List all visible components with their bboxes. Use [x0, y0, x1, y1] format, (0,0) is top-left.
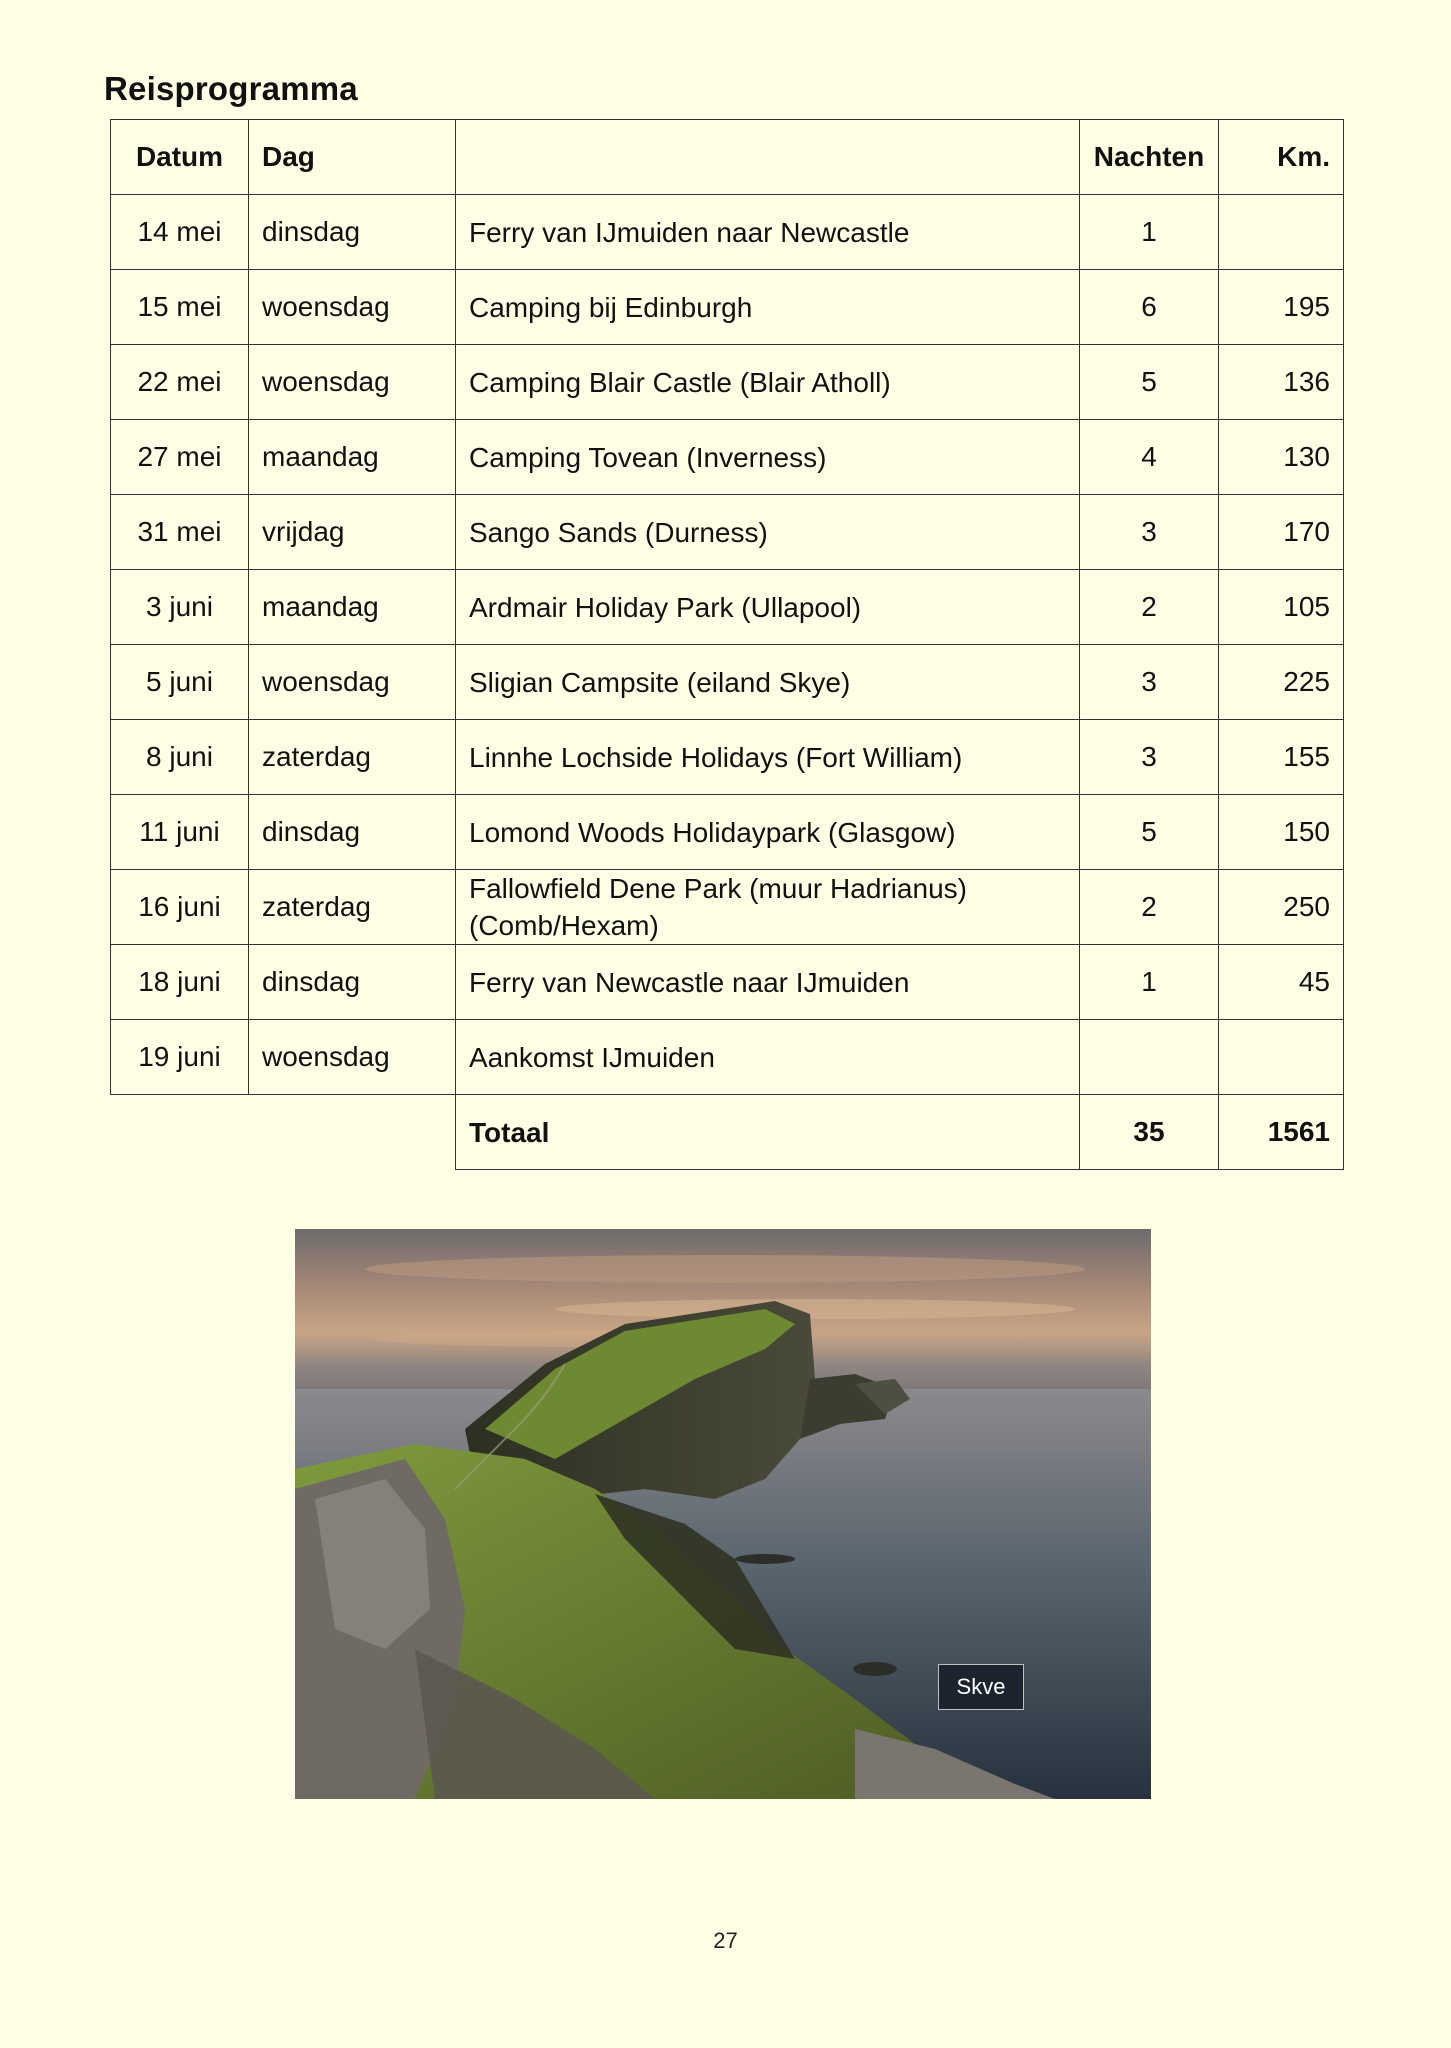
table-header-row	[111, 120, 1344, 195]
cell-km: 195	[1219, 270, 1344, 345]
cell-omschrijving: Lomond Woods Holidaypark (Glasgow)	[456, 795, 1080, 870]
column-header-omschrijving	[456, 120, 1080, 195]
cell-dag: dinsdag	[249, 795, 456, 870]
cell-km: 105	[1219, 570, 1344, 645]
cell-dag: dinsdag	[249, 195, 456, 270]
cell-datum: 16 juni	[111, 870, 249, 945]
cell-dag: dinsdag	[249, 945, 456, 1020]
cell-omschrijving: Sligian Campsite (eiland Skye)	[456, 645, 1080, 720]
column-header-dag: Dag	[249, 120, 456, 195]
cell-dag: maandag	[249, 420, 456, 495]
cell-omschrijving: Camping Blair Castle (Blair Atholl)	[456, 345, 1080, 420]
table-row	[111, 870, 1344, 945]
column-header-km: Km.	[1219, 120, 1344, 195]
cell-nachten: 5	[1080, 345, 1219, 420]
cell-datum: 5 juni	[111, 645, 249, 720]
cell-km: 250	[1219, 870, 1344, 945]
cell-omschrijving: Sango Sands (Durness)	[456, 495, 1080, 570]
cell-km: 225	[1219, 645, 1344, 720]
cell-omschrijving: Ferry van IJmuiden naar Newcastle	[456, 195, 1080, 270]
cell-km	[1219, 1020, 1344, 1095]
table-row	[111, 270, 1344, 345]
table-row	[111, 720, 1344, 795]
cell-datum: 15 mei	[111, 270, 249, 345]
landscape-illustration	[295, 1229, 1151, 1799]
total-row-spacer	[111, 1095, 456, 1170]
table-row	[111, 645, 1344, 720]
column-header-nachten: Nachten	[1080, 120, 1219, 195]
cell-km: 130	[1219, 420, 1344, 495]
cell-nachten: 3	[1080, 645, 1219, 720]
cell-datum: 8 juni	[111, 720, 249, 795]
cell-km	[1219, 195, 1344, 270]
cell-km: 155	[1219, 720, 1344, 795]
cell-dag: maandag	[249, 570, 456, 645]
cell-dag: woensdag	[249, 1020, 456, 1095]
total-label: Totaal	[456, 1095, 1080, 1170]
cell-nachten: 1	[1080, 195, 1219, 270]
cell-datum: 19 juni	[111, 1020, 249, 1095]
cell-nachten: 2	[1080, 870, 1219, 945]
cell-dag: woensdag	[249, 270, 456, 345]
cell-dag: woensdag	[249, 645, 456, 720]
column-header-datum: Datum	[111, 120, 249, 195]
cell-omschrijving: Ferry van Newcastle naar IJmuiden	[456, 945, 1080, 1020]
table-row	[111, 420, 1344, 495]
cell-dag: vrijdag	[249, 495, 456, 570]
cell-datum: 3 juni	[111, 570, 249, 645]
cell-omschrijving: Fallowfield Dene Park (muur Hadrianus) (Comb/Hexam)	[456, 870, 1080, 945]
cell-nachten	[1080, 1020, 1219, 1095]
table-row	[111, 1020, 1344, 1095]
cell-datum: 18 juni	[111, 945, 249, 1020]
cell-dag: zaterdag	[249, 720, 456, 795]
cell-omschrijving: Linnhe Lochside Holidays (Fort William)	[456, 720, 1080, 795]
cell-datum: 22 mei	[111, 345, 249, 420]
travel-schedule-table	[110, 119, 1344, 1170]
total-row	[111, 1095, 1344, 1170]
cell-km: 150	[1219, 795, 1344, 870]
cell-datum: 11 juni	[111, 795, 249, 870]
cell-omschrijving: Aankomst IJmuiden	[456, 1020, 1080, 1095]
cell-dag: woensdag	[249, 345, 456, 420]
cell-km: 170	[1219, 495, 1344, 570]
cell-km: 45	[1219, 945, 1344, 1020]
cell-nachten: 1	[1080, 945, 1219, 1020]
cell-km: 136	[1219, 345, 1344, 420]
cell-omschrijving: Camping Tovean (Inverness)	[456, 420, 1080, 495]
cell-datum: 27 mei	[111, 420, 249, 495]
cell-nachten: 2	[1080, 570, 1219, 645]
total-nachten: 35	[1080, 1095, 1219, 1170]
cell-omschrijving: Ardmair Holiday Park (Ullapool)	[456, 570, 1080, 645]
table-row	[111, 195, 1344, 270]
cell-datum: 31 mei	[111, 495, 249, 570]
total-km: 1561	[1219, 1095, 1344, 1170]
cell-nachten: 3	[1080, 495, 1219, 570]
table-row	[111, 795, 1344, 870]
table-row	[111, 945, 1344, 1020]
skye-landscape-photo	[295, 1229, 1151, 1799]
page-title: Reisprogramma	[104, 70, 358, 107]
cell-datum: 14 mei	[111, 195, 249, 270]
table-row	[111, 495, 1344, 570]
table-row	[111, 345, 1344, 420]
cell-nachten: 4	[1080, 420, 1219, 495]
cell-dag: zaterdag	[249, 870, 456, 945]
table-row	[111, 570, 1344, 645]
cell-nachten: 3	[1080, 720, 1219, 795]
cell-omschrijving: Camping bij Edinburgh	[456, 270, 1080, 345]
cell-nachten: 5	[1080, 795, 1219, 870]
photo-caption: Skve	[938, 1664, 1024, 1710]
page-number: 27	[713, 1928, 738, 1953]
cell-nachten: 6	[1080, 270, 1219, 345]
